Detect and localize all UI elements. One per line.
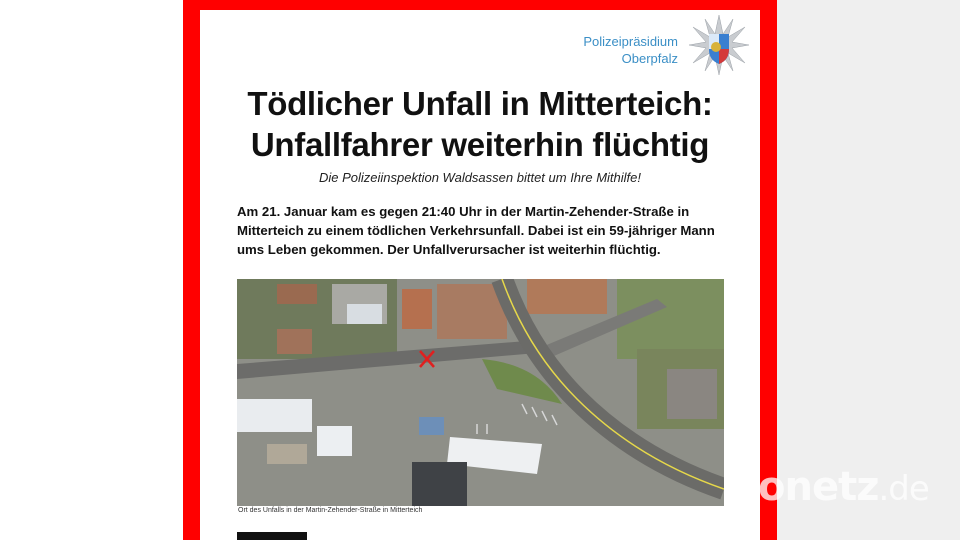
title-line-2: Unfallfahrer weiterhin flüchtig: [250, 126, 710, 163]
poster-subtitle: Die Polizeiinspektion Waldsassen bittet um Ihre Mithilfe!: [318, 170, 642, 185]
police-star-badge-icon: [688, 14, 750, 76]
aerial-map-image: [237, 279, 724, 506]
lead-paragraph: Am 21. Januar kam es gegen 21:40 Uhr in der Martin-Zehender-Straße in Mitterteich zu einem tödlichen Verkehrsunfall. Dabei ist ein 59-jähriger Mann ums Leben gekommen. Der Unfallverursacher ist weiterhin flüchtig.: [237, 204, 715, 257]
logo-line-1: Polizeipräsidium: [583, 34, 678, 49]
page-background: [777, 0, 960, 540]
poster-title: [200, 83, 760, 165]
police-logo-text: [560, 33, 678, 67]
title-line-1: Tödlicher Unfall in Mitterteich:: [247, 85, 713, 122]
watermark-brand: onetz: [758, 464, 879, 510]
logo-line-2: Oberpfalz: [621, 51, 678, 66]
onetz-watermark: [758, 464, 929, 510]
next-section-heading-cutoff: [237, 532, 307, 540]
map-caption: Ort des Unfalls in der Martin-Zehender-Straße in Mitterteich: [238, 507, 423, 514]
watermark-tld: .de: [878, 469, 929, 509]
